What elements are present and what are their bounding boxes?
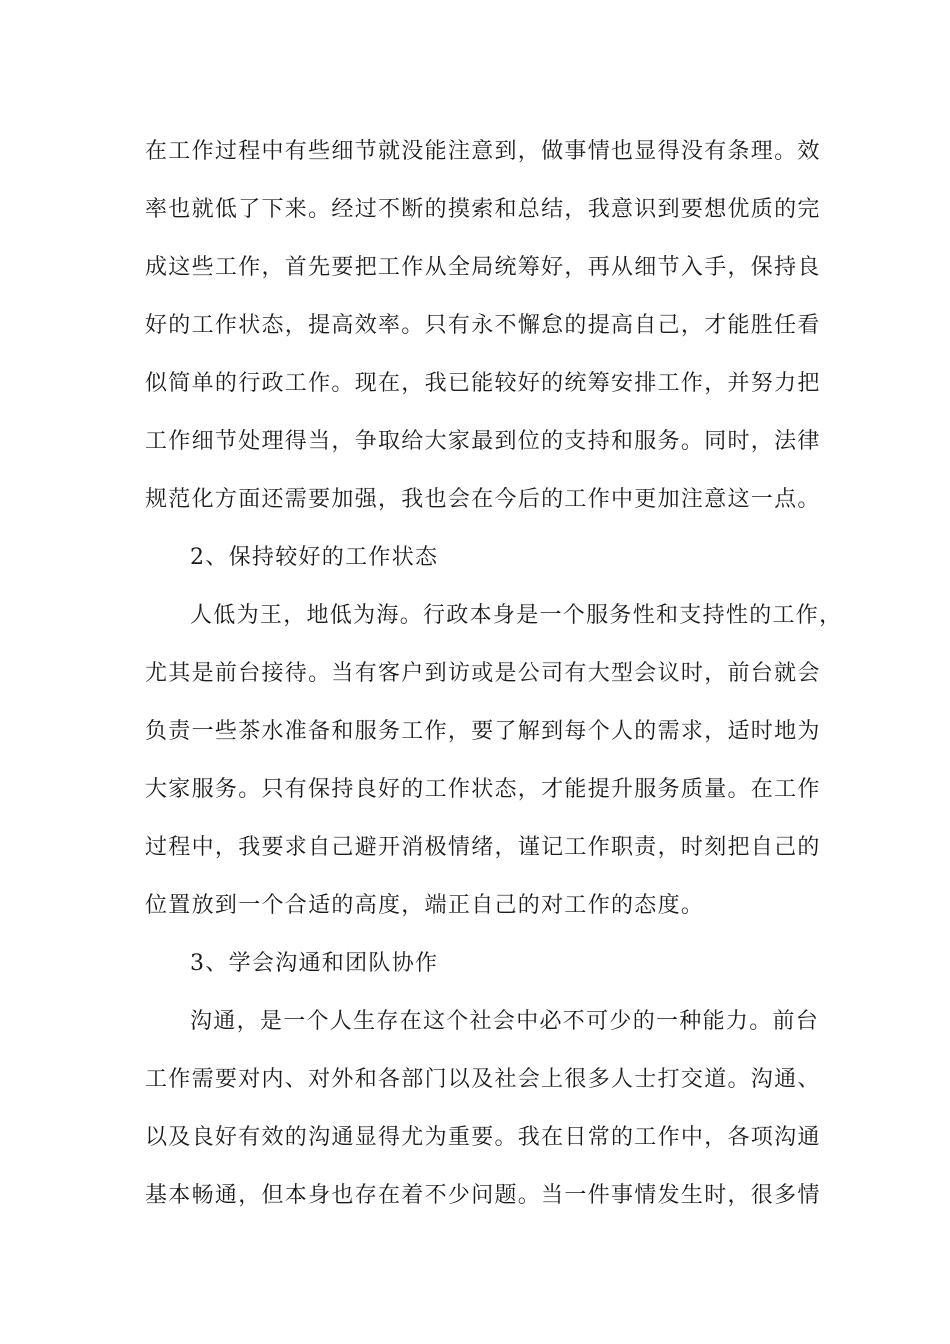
paragraph-line: 以及良好有效的沟通显得尤为重要。我在日常的工作中，各项沟通 [145,1125,821,1150]
paragraph-line: 负责一些茶水准备和服务工作，要了解到每个人的需求，适时地为 [145,719,821,744]
paragraph-line: 规范化方面还需要加强，我也会在今后的工作中更加注意这一点。 [145,487,821,512]
paragraph-line: 工作需要对内、对外和各部门以及社会上很多人士打交道。沟通、 [145,1067,821,1092]
paragraph-line: 好的工作状态，提高效率。只有永不懈怠的提高自己，才能胜任看 [145,313,821,338]
paragraph-line: 在工作过程中有些细节就没能注意到，做事情也显得没有条理。效 [145,139,821,164]
paragraph-line: 位置放到一个合适的高度，端正自己的对工作的态度。 [145,893,705,918]
paragraph-line: 率也就低了下来。经过不断的摸索和总结，我意识到要想优质的完 [145,197,821,222]
paragraph-line: 人低为王，地低为海。行政本身是一个服务性和支持性的工作， [190,603,843,628]
paragraph-line: 工作细节处理得当，争取给大家最到位的支持和服务。同时，法律 [145,429,821,454]
paragraph-line: 大家服务。只有保持良好的工作状态，才能提升服务质量。在工作 [145,777,821,802]
paragraph-line: 成这些工作，首先要把工作从全局统筹好，再从细节入手，保持良 [145,255,821,280]
paragraph-line: 过程中，我要求自己避开消极情绪，谨记工作职责，时刻把自己的 [145,835,821,860]
paragraph-line: 似简单的行政工作。现在，我已能较好的统筹安排工作，并努力把 [145,371,821,396]
section-heading: 2、保持较好的工作状态 [190,545,439,570]
paragraph-line: 沟通，是一个人生存在这个社会中必不可少的一种能力。前台 [190,1009,820,1034]
section-heading: 3、学会沟通和团队协作 [190,951,439,976]
paragraph-line: 尤其是前台接待。当有客户到访或是公司有大型会议时，前台就会 [145,661,821,686]
paragraph-line: 基本畅通，但本身也存在着不少问题。当一件事情发生时，很多情 [145,1183,821,1208]
